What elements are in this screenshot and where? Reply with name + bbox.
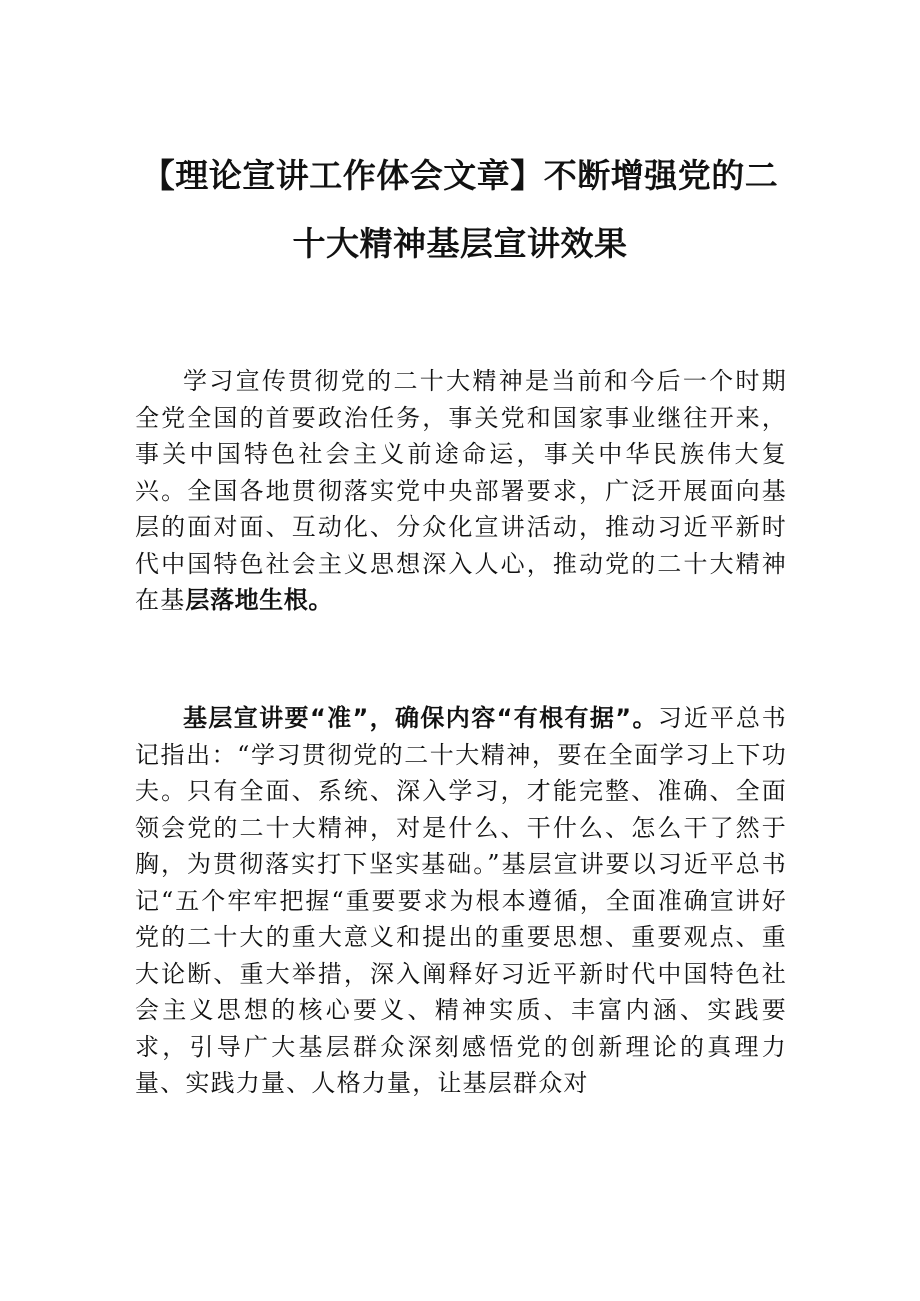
section-body-text: 习近平总书记指出：“学习贯彻党的二十大精神，要在全面学习上下功夫。只有全面、系统、深入学习，才能完整、准确、全面领会党的二十大精神，对是什么、干什么、怎么干了然于胸，为贯彻落实打下坚实基础。”基层宣讲要以习近平总书记“五个牢牢把握“重要要求为根本遵循，全面准确宣讲好党的二十大的重大意义和提出的重要思想、重要观点、重大论断、重大举措，深入阐释好习近平新时代中国特色社会主义思想的核心要义、精神实质、丰富内涵、实践要求，引导广大基层群众深刻感悟党的创新理论的真理力量、实践力量、人格力量，让基层群众对 xyxy=(135,704,788,1097)
paragraph-intro xyxy=(135,363,787,619)
document-title-line-1: 【理论宣讲工作体会文章】不断增强党的二 xyxy=(141,156,779,195)
paragraph-intro-bold-tail: 层落地生根。 xyxy=(185,586,334,614)
paragraph-intro-text: 学习宣传贯彻党的二十大精神是当前和今后一个时期全党全国的首要政治任务，事关党和国家事业继往开来，事关中国特色社会主义前途命运，事关中华民族伟大复兴。全国各地贯彻落实党中央部署要求，广泛开展面向基层的面对面、互动化、分众化宣讲活动，推动习近平新时代中国特色社会主义思想深入人心，推动党的二十大精神在基 xyxy=(135,367,787,614)
document-title-line-2: 十大精神基层宣讲效果 xyxy=(292,224,628,263)
section-heading: 基层宣讲要“准”，确保内容“有根有据”。 xyxy=(183,704,658,732)
paragraph-section-1 xyxy=(135,700,787,1102)
